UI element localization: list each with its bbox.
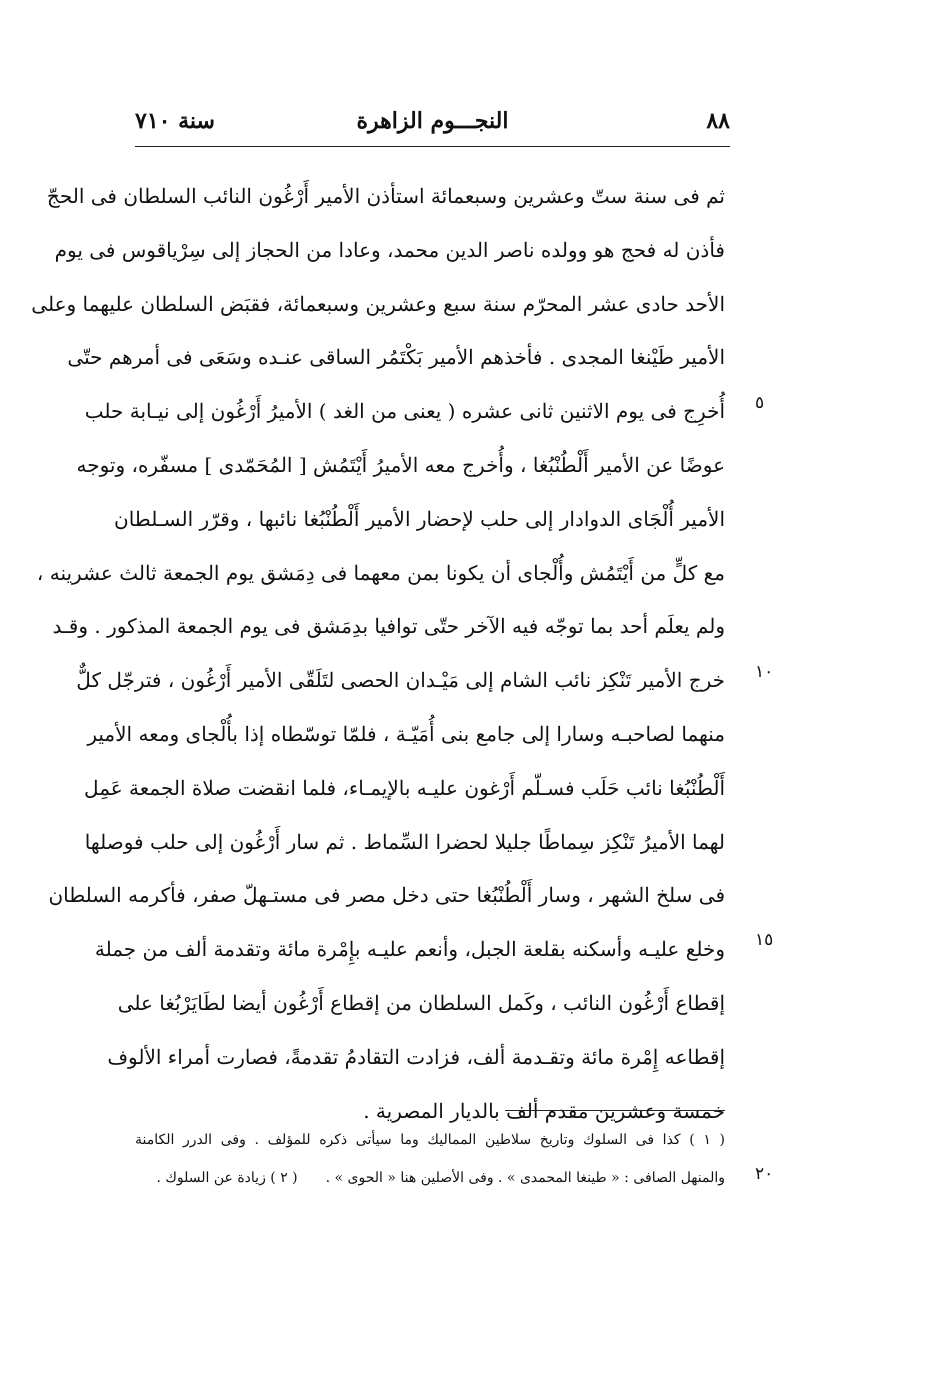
- header-rule: [135, 146, 730, 147]
- line-number: ٢٠: [755, 1164, 774, 1184]
- line-number: ١٠: [755, 662, 774, 682]
- text-line: الأحد حادى عشر المحرّم سنة سبع وعشرين وسبعمائة، فقبَض السلطان عليهما وعلى: [31, 291, 725, 316]
- text-line: مع كلٍّ من أَيْتَمُش وأُلْجاى أن يكونا بمن معهما فى دِمَشق يوم الجمعة ثالث عشرينه ،: [36, 560, 725, 585]
- footnote-1-continued: والمنهل الصافى : « طينغا المحمدى » . وفى الأصلين هنا « الحوى » .: [325, 1170, 725, 1186]
- text-line: خرج الأمير تَنْكِز نائب الشام إلى مَيْـدان الحصى لتَلَقّى الأمير أَرْغُون ، فترجّل كلٌّ: [76, 668, 725, 693]
- footnotes: [135, 1125, 725, 1201]
- footnote-line-2: [135, 1163, 725, 1201]
- text-line: لهما الأميرُ تَنْكِز سِماطًا جليلا لحضرا السِّماط . ثم سار أَرْغُون إلى حلب فوصلها: [84, 829, 725, 854]
- text-line: أُخرِج فى يوم الاثنين ثانى عشره ( يعنى من الغد ) الأميرُ أَرْغُون إلى نيـابة حلب: [84, 399, 725, 424]
- text-line: عوضًا عن الأمير أَلْطُنْبُغا ، وأُخرج معه الأميرُ أَيْتَمُش [ المُحَمّدى ] مسفّره، وتوجه: [76, 452, 725, 477]
- text-line: أَلْطُنْبُغا نائب حَلَب فسـلّم أَرْغون عليـه بالإيمـاء، فلما انقضت صلاة الجمعة عَمِل: [84, 775, 725, 800]
- main-text: [31, 170, 725, 1138]
- footnote-2: ( ٢ ) زيادة عن السلوك .: [156, 1170, 298, 1186]
- text-line: الأمير طَيْنغا المجدى . فأخذهم الأمير بَكْتَمُر الساقى عنـده وسَعَى فى أمرهم حتّى: [67, 345, 725, 370]
- line-number: ٥: [755, 393, 765, 413]
- text-line: منهما لصاحبـه وسارا إلى جامع بنى أُمَيّـة ، فلمّا توسّطاه إذا بأُلْجاى ومعه الأمير: [87, 721, 725, 746]
- footnote-1: ( ١ ) كذا فى السلوك وتاريخ سلاطين المماليك وما سيأتى ذكره للمؤلف . وفى الدرر الكامنة: [135, 1132, 725, 1148]
- text-line: الأمير أُلْجَاى الدوادار إلى حلب لإحضار الأمير أَلْطُنْبُغا نائبها ، وقرّر السـلطان: [114, 506, 725, 531]
- line-number: ١٥: [755, 930, 774, 950]
- text-line: إقطاعه إِمْرة مائة وتقـدمة ألف، فزادت التقادمُ تقدمةً، فصارت أمراء الألوف: [107, 1044, 725, 1069]
- text-line: خمسة وعشرين مقدم ألف بالديار المصرية .: [363, 1098, 725, 1123]
- page-header: [135, 108, 730, 144]
- text-line: فى سلخ الشهر ، وسار أَلْطُنْبُغا حتى دخل مصر فى مستـهلّ صفر، فأكرمه السلطان: [48, 883, 725, 908]
- page-number: ٨٨: [706, 108, 730, 134]
- running-title: النجـــوم الزاهرة: [356, 108, 509, 134]
- text-line: فأذن له فحج هو وولده ناصر الدين محمد، وعادا من الحجاز إلى سِرْياقوس فى يوم: [54, 237, 725, 262]
- text-line: ثم فى سنة ستّ وعشرين وسبعمائة استأذن الأمير أَرْغُون النائب السلطان فى الحجّ: [46, 184, 725, 208]
- footnote-rule: [505, 1110, 725, 1111]
- text-line: إقطاع أَرْغُون النائب ، وكَمل السلطان من إقطاع أَرْغُون أيضا لطَايَرْبُغا على: [117, 990, 725, 1015]
- text-line: وخلع عليـه وأسكنه بقلعة الجبل، وأنعم عليـه بإِمْرة مائة وتقدمة ألف من جملة: [94, 937, 725, 962]
- text-line: ولم يعلَم أحد بما توجّه فيه الآخر حتّى توافيا بدِمَشق فى يوم الجمعة المذكور . وقـد: [52, 614, 725, 639]
- header-year: سنة ٧١٠: [135, 108, 215, 134]
